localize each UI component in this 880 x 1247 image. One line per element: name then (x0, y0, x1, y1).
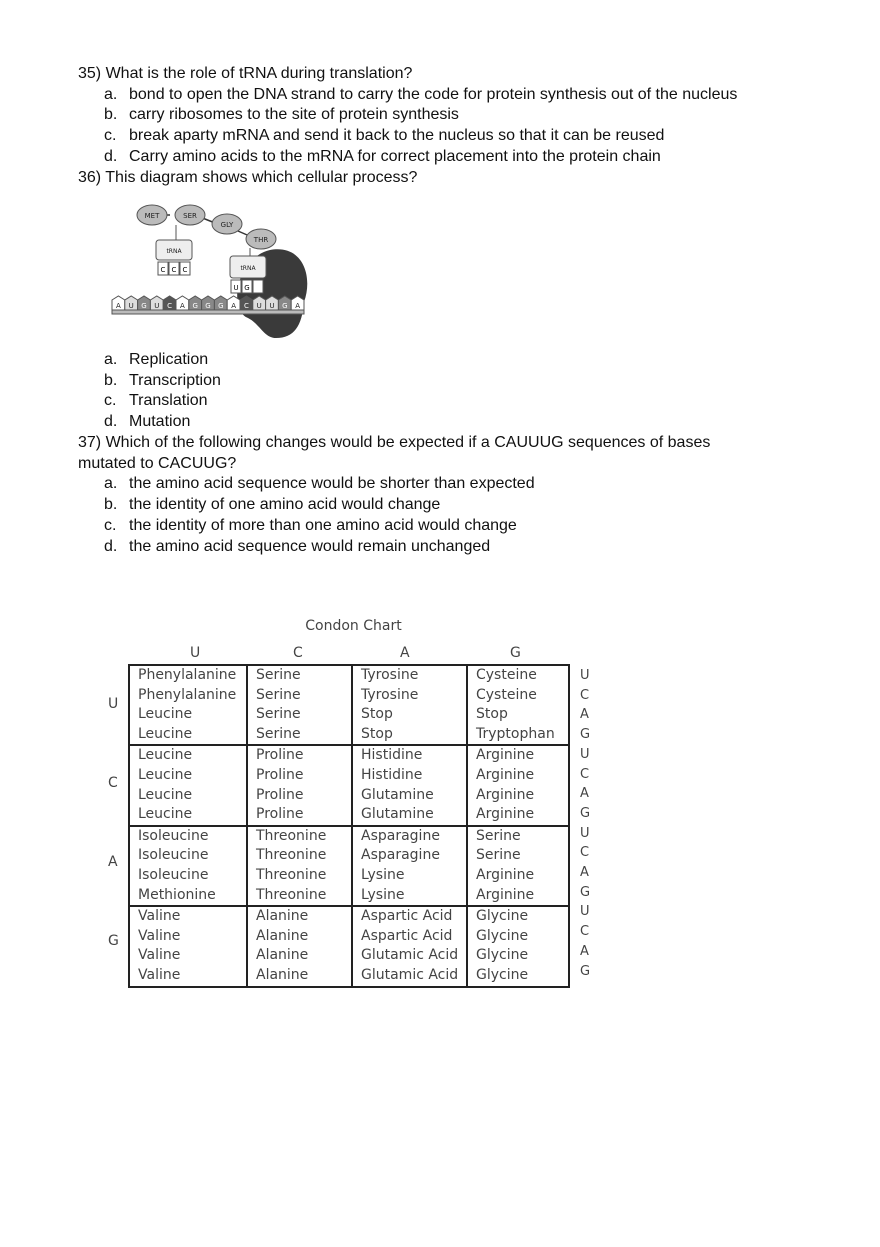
table-cell: Threonine (247, 866, 352, 886)
table-cell: Arginine (467, 786, 569, 806)
table-row (129, 866, 569, 886)
table-cell: Leucine (129, 805, 247, 826)
column-header-g: G (510, 645, 521, 661)
third-base-label: A (580, 786, 589, 802)
table-cell: Cysteine (467, 686, 569, 706)
question-36 (78, 168, 417, 189)
translation-diagram (108, 198, 318, 346)
table-cell: Valine (129, 927, 247, 947)
mrna-strand (112, 296, 304, 314)
table-cell: Alanine (247, 927, 352, 947)
mrna-base-label: A (231, 302, 236, 310)
table-cell: Glutamic Acid (352, 966, 467, 987)
amino-acid-met (137, 205, 167, 225)
row-header-c: C (108, 775, 118, 791)
table-cell: Glycine (467, 946, 569, 966)
q35-option-b: b. carry ribosomes to the site of protein synthesis (104, 106, 459, 124)
mrna-base-label: A (180, 302, 185, 310)
table-cell: Alanine (247, 906, 352, 927)
table-cell: Valine (129, 966, 247, 987)
table-cell: Proline (247, 766, 352, 786)
mrna-base-label: G (282, 302, 288, 310)
table-row (129, 846, 569, 866)
table-cell: Valine (129, 946, 247, 966)
codon-chart (100, 616, 600, 996)
table-cell: Isoleucine (129, 846, 247, 866)
table-cell: Phenylalanine (129, 686, 247, 706)
third-base-label: C (580, 924, 590, 940)
table-cell: Proline (247, 805, 352, 826)
table-row (129, 966, 569, 987)
table-cell: Leucine (129, 725, 247, 746)
row-header-g: G (108, 933, 119, 949)
third-base-label: G (580, 727, 591, 743)
question-36-options (78, 350, 221, 433)
table-cell: Glycine (467, 906, 569, 927)
table-cell: Leucine (129, 766, 247, 786)
third-base-label: C (580, 845, 590, 861)
table-cell: Proline (247, 786, 352, 806)
table-cell: Arginine (467, 866, 569, 886)
q36-option-d: d. Mutation (104, 413, 191, 431)
table-row (129, 826, 569, 847)
amino-acid-thr (246, 229, 276, 249)
table-row (129, 927, 569, 947)
table-cell: Lysine (352, 886, 467, 907)
q35-option-d: d. Carry amino acids to the mRNA for correct placement into the protein chain (104, 147, 661, 165)
table-cell: Phenylalanine (129, 665, 247, 686)
table-cell: Leucine (129, 786, 247, 806)
third-base-label: A (580, 943, 589, 959)
table-row (129, 886, 569, 907)
mrna-base-label: U (269, 302, 275, 310)
svg-text:GLY: GLY (220, 221, 234, 229)
table-cell: Serine (247, 665, 352, 686)
q35-option-c: c. break aparty mRNA and send it back to the nucleus so that it can be reused (104, 127, 665, 145)
q37-option-c: c. the identity of more than one amino acid would change (104, 516, 517, 534)
question-37-text-line1: 37) Which of the following changes would be expected if a CAUUUG sequences of bases (78, 434, 711, 451)
q35-option-a: a. bond to open the DNA strand to carry the code for protein synthesis out of the nucleus (104, 85, 738, 103)
third-base-label: A (580, 707, 589, 723)
table-cell: Serine (247, 686, 352, 706)
table-cell: Cysteine (467, 665, 569, 686)
q37-option-d: d. the amino acid sequence would remain unchanged (104, 537, 491, 555)
table-cell: Serine (247, 705, 352, 725)
table-cell: Arginine (467, 886, 569, 907)
table-cell: Tyrosine (352, 665, 467, 686)
table-cell: Tryptophan (467, 725, 569, 746)
table-row (129, 745, 569, 766)
table-cell: Stop (352, 725, 467, 746)
mrna-base-label: G (141, 302, 147, 310)
svg-text:SER: SER (183, 212, 197, 220)
table-cell: Aspartic Acid (352, 906, 467, 927)
question-37 (78, 433, 858, 557)
table-cell: Arginine (467, 766, 569, 786)
q36-option-a: a. Replication (104, 351, 209, 368)
q36-option-c: c. Translation (104, 392, 208, 410)
mrna-base-label: C (167, 302, 173, 310)
table-cell: Glutamine (352, 805, 467, 826)
table-row (129, 805, 569, 826)
svg-text:C: C (160, 266, 166, 274)
table-cell: Alanine (247, 966, 352, 987)
trna-left (156, 225, 192, 275)
table-cell: Threonine (247, 826, 352, 847)
table-cell: Threonine (247, 846, 352, 866)
table-cell: Stop (352, 705, 467, 725)
row-header-u: U (108, 696, 119, 712)
table-cell: Glycine (467, 966, 569, 987)
table-cell: Leucine (129, 705, 247, 725)
third-base-label: C (580, 766, 590, 782)
table-cell: Proline (247, 745, 352, 766)
mrna-base-label: G (218, 302, 224, 310)
table-row (129, 946, 569, 966)
mrna-base-label: U (256, 302, 262, 310)
mrna-base-label: U (154, 302, 160, 310)
table-row (129, 725, 569, 746)
table-cell: Threonine (247, 886, 352, 907)
mrna-backbone (112, 310, 304, 314)
table-cell: Histidine (352, 766, 467, 786)
svg-text:MET: MET (144, 212, 160, 220)
column-header-u: U (190, 645, 201, 661)
question-35-text: 35) What is the role of tRNA during translation? (78, 65, 413, 82)
q37-option-b: b. the identity of one amino acid would change (104, 496, 441, 514)
third-base-label: G (580, 805, 591, 821)
table-cell: Isoleucine (129, 866, 247, 886)
q36-option-b: b. Transcription (104, 371, 221, 389)
codon-chart-title: Condon Chart (305, 618, 402, 634)
table-cell: Isoleucine (129, 826, 247, 847)
table-cell: Arginine (467, 745, 569, 766)
table-cell: Alanine (247, 946, 352, 966)
svg-text:tRNA: tRNA (240, 265, 256, 272)
table-row (129, 686, 569, 706)
table-cell: Serine (467, 826, 569, 847)
table-cell: Aspartic Acid (352, 927, 467, 947)
table-cell: Leucine (129, 745, 247, 766)
table-cell: Tyrosine (352, 686, 467, 706)
table-cell: Methionine (129, 886, 247, 907)
table-cell: Stop (467, 705, 569, 725)
third-base-label: U (580, 668, 590, 683)
table-cell: Lysine (352, 866, 467, 886)
question-36-text: 36) This diagram shows which cellular process? (78, 169, 418, 186)
table-cell: Asparagine (352, 826, 467, 847)
table-cell: Arginine (467, 805, 569, 826)
amino-acid-ser (175, 205, 205, 225)
mrna-base-label: C (243, 302, 249, 310)
table-cell: Glutamic Acid (352, 946, 467, 966)
svg-text:U: U (233, 284, 239, 292)
table-cell: Serine (467, 846, 569, 866)
q37-option-a: a. the amino acid sequence would be shorter than expected (104, 475, 535, 493)
column-header-c: C (293, 645, 303, 661)
svg-text:C: C (171, 266, 177, 274)
mrna-base-label: G (192, 302, 198, 310)
svg-text:A: A (255, 284, 261, 292)
table-row (129, 786, 569, 806)
third-base-label: A (580, 865, 589, 880)
codon-table (128, 664, 570, 988)
table-row (129, 766, 569, 786)
row-header-a: A (108, 854, 118, 870)
mrna-base-label: A (116, 302, 121, 310)
question-37-text-line2: mutated to CACUUG? (78, 454, 237, 472)
table-cell: Asparagine (352, 846, 467, 866)
third-base-label: U (580, 904, 590, 920)
column-header-a: A (400, 645, 410, 661)
table-row (129, 906, 569, 927)
svg-text:C: C (182, 266, 188, 274)
table-cell: Glutamine (352, 786, 467, 806)
table-row (129, 665, 569, 686)
table-cell: Glycine (467, 927, 569, 947)
svg-text:THR: THR (253, 236, 269, 244)
table-cell: Histidine (352, 745, 467, 766)
third-base-label: U (580, 746, 590, 762)
table-cell: Valine (129, 906, 247, 927)
svg-text:G: G (244, 284, 250, 292)
question-35 (78, 64, 858, 168)
third-base-label: G (580, 884, 591, 900)
third-base-label: G (580, 963, 591, 979)
svg-text:tRNA: tRNA (166, 248, 182, 255)
mrna-base-label: A (295, 302, 300, 310)
amino-acid-gly (212, 214, 242, 234)
table-cell: Serine (247, 725, 352, 746)
mrna-base-label: G (205, 302, 211, 310)
third-base-label: C (580, 687, 590, 703)
third-base-label: U (580, 825, 590, 841)
mrna-base-label: U (128, 302, 134, 310)
table-row (129, 705, 569, 725)
